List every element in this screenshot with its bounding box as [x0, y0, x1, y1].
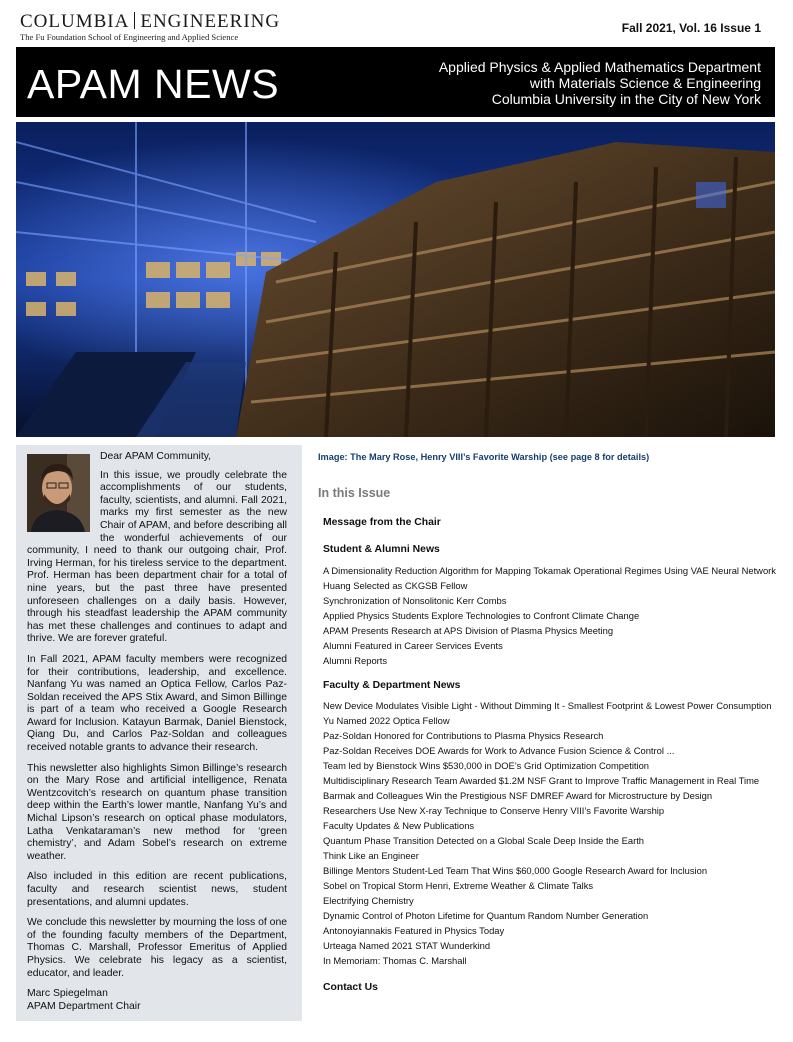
- toc-item[interactable]: Barmak and Colleagues Win the Prestigious NSF DMREF Award for Microstructure by Design: [323, 790, 713, 801]
- logo-engineering: ENGINEERING: [140, 11, 281, 32]
- toc-item[interactable]: New Device Modulates Visible Light - Without Dimming It - Smallest Footprint & Lowest Power Consumption: [323, 700, 772, 711]
- toc-item[interactable]: A Dimensionality Reduction Algorithm for Mapping Tokamak Operational Regimes Using VAE Neural Network: [323, 565, 776, 576]
- chair-letter: [16, 445, 302, 1021]
- letter-paragraph: In Fall 2021, APAM faculty members were recognized for their contributions, leadership, and excellence. Nanfang Yu was named an Optica Fellow, Carlos Paz-Soldan received the APS Stix Award, and Simon Billinge is part of a team who received a Google Research Award for Inclusion. Katayun Barmak, Daniel Bienstock, Qiang Du, and Carlos Paz-Soldan and colleagues received notable grants to advance their research.: [27, 653, 287, 754]
- toc-item[interactable]: Billinge Mentors Student-Led Team That Wins $60,000 Google Research Award for Inclusion: [323, 865, 708, 876]
- dept-line-1: Applied Physics & Applied Mathematics Department: [438, 59, 761, 75]
- toc-item[interactable]: Researchers Use New X-ray Technique to Conserve Henry VIII’s Favorite Warship: [323, 805, 665, 816]
- toc-item[interactable]: Team led by Bienstock Wins $530,000 in DOE’s Grid Optimization Competition: [323, 760, 650, 771]
- mary-rose-illustration: [16, 122, 775, 437]
- faculty-news-list: [323, 698, 783, 968]
- toc-item[interactable]: Alumni Reports: [323, 655, 388, 666]
- toc-item[interactable]: Dynamic Control of Photon Lifetime for Quantum Random Number Generation: [323, 910, 649, 921]
- columbia-engineering-logo: [16, 11, 281, 44]
- toc-item[interactable]: Paz-Soldan Honored for Contributions to Plasma Physics Research: [323, 730, 604, 741]
- toc-section-student-alumni[interactable]: Student & Alumni News: [323, 544, 440, 555]
- toc-item[interactable]: Antonoyiannakis Featured in Physics Today: [323, 925, 505, 936]
- chair-portrait: [27, 454, 90, 532]
- letter-paragraph: In this issue, we proudly celebrate the accomplishments of our students, faculty, scientists, and alumni. Fall 2021, marks my first semester as the new Chair of APAM, and before describing all the wonderful achievements of our community, I need to thank our outgoing chair, Prof. Irving Herman, for his tireless service to the department. Prof. Herman has been department chair for a total of nine years, but the past three have presented unforeseen challenges on a daily basis. However, through his steadfast leadership the APAM community has met these challenges and continues to adapt and thrive. We are forever grateful.: [27, 469, 287, 645]
- letter-paragraph: We conclude this newsletter by mourning the loss of one of the founding faculty members of the Department, Thomas C. Marshall, Professor Emeritus of Applied Physics. We celebrate his legacy as a scientist, educator, and leader.: [27, 917, 287, 979]
- dept-line-2: with Materials Science & Engineering: [529, 75, 761, 91]
- newsletter-title: APAM NEWS: [27, 61, 280, 107]
- toc-item[interactable]: Faculty Updates & New Publications: [323, 820, 475, 831]
- toc-item[interactable]: Quantum Phase Transition Detected on a Global Scale Deep Inside the Earth: [323, 835, 645, 846]
- issue-label: Fall 2021, Vol. 16 Issue 1: [621, 21, 761, 35]
- toc-link-contact-us[interactable]: Contact Us: [323, 982, 378, 993]
- dept-line-3: Columbia University in the City of New York: [491, 91, 761, 107]
- toc-item[interactable]: Huang Selected as CKGSB Fellow: [323, 580, 468, 591]
- toc-item[interactable]: Applied Physics Students Explore Technologies to Confront Climate Change: [323, 610, 640, 621]
- toc-item[interactable]: Paz-Soldan Receives DOE Awards for Work to Advance Fusion Science & Control ...: [323, 745, 675, 756]
- toc-heading: In this Issue: [318, 486, 391, 500]
- toc-item[interactable]: Urteaga Named 2021 STAT Wunderkind: [323, 940, 491, 951]
- toc-link-chair-message[interactable]: Message from the Chair: [323, 517, 441, 528]
- toc-item[interactable]: Multidisciplinary Research Team Awarded $1.2M NSF Grant to Improve Traffic Management in Real Time: [323, 775, 760, 786]
- toc-item[interactable]: Think Like an Engineer: [323, 850, 419, 861]
- toc-item[interactable]: In Memoriam: Thomas C. Marshall: [323, 955, 467, 966]
- hero-image: [16, 122, 775, 437]
- toc-item[interactable]: Sobel on Tropical Storm Henri, Extreme Weather & Climate Talks: [323, 880, 594, 891]
- letter-paragraph: This newsletter also highlights Simon Billinge’s research on the Mary Rose and artificial intelligence, Renata Wentzcovitch’s research on quantum phase transition deep within the Earth’s lower mantle, Nanfang Yu’s and Michal Lipson’s research on optical phase modulators, Latha Venkataraman’s new method for ‘green chemistry’, and Adam Sobel’s research on extreme weather.: [27, 762, 287, 862]
- signature-name: Marc Spiegelman: [27, 988, 108, 1000]
- toc-item[interactable]: Yu Named 2022 Optica Fellow: [323, 715, 450, 726]
- toc-item[interactable]: Synchronization of Nonsolitonic Kerr Combs: [323, 595, 507, 606]
- letter-greeting: Dear APAM Community,: [100, 451, 212, 462]
- logo-subtitle: The Fu Foundation School of Engineering and Applied Science: [20, 32, 239, 42]
- letter-paragraph: Also included in this edition are recent publications, faculty and research scientist news, student presentations, and alumni updates.: [27, 871, 287, 908]
- toc-item[interactable]: APAM Presents Research at APS Division of Plasma Physics Meeting: [323, 625, 614, 636]
- toc-item[interactable]: Alumni Featured in Career Services Events: [323, 640, 503, 651]
- department-info: [439, 59, 761, 107]
- table-of-contents: [323, 516, 783, 994]
- toc-section-faculty-department[interactable]: Faculty & Department News: [323, 680, 461, 691]
- signature-title: APAM Department Chair: [27, 1000, 141, 1012]
- logo-columbia: COLUMBIA: [20, 11, 130, 32]
- student-news-list: [323, 563, 783, 668]
- toc-item[interactable]: Electrifying Chemistry: [323, 895, 414, 906]
- title-banner: [16, 47, 775, 117]
- image-caption: Image: The Mary Rose, Henry VIII’s Favorite Warship (see page 8 for details): [318, 452, 650, 462]
